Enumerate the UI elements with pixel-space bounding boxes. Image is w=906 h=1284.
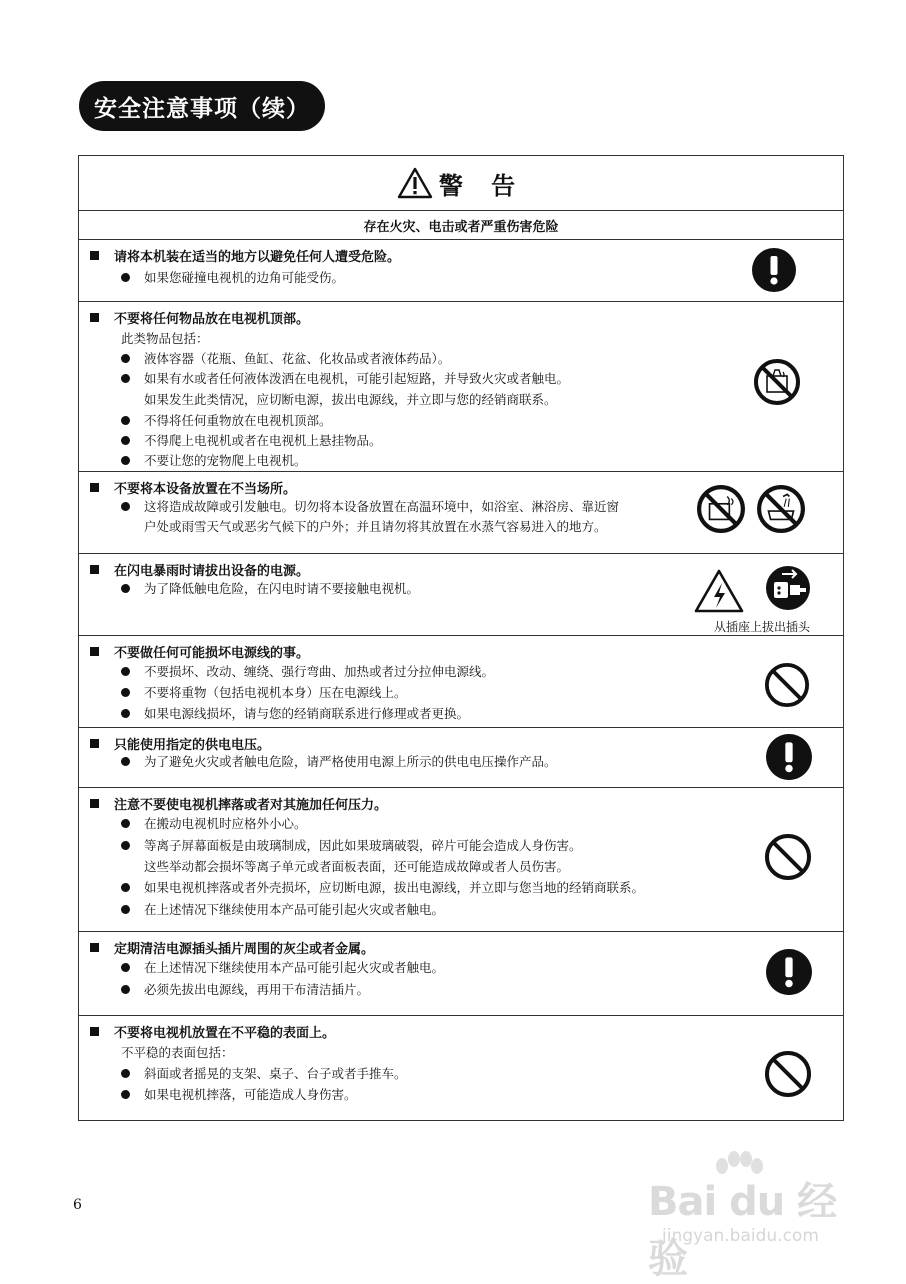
bullet-line: 在上述情况下继续使用本产品可能引起火灾或者触电。 [121,958,444,976]
bullet-line: 不得将任何重物放在电视机顶部。 [121,411,332,429]
no-bathroom-icon [756,484,806,534]
bullet-line: 必须先拔出电源线，再用干布清洁插片。 [121,980,369,998]
warning-triangle-icon [397,167,433,199]
warning-table [78,155,844,1121]
unplug-caption: 从插座上拔出插头 [714,620,811,634]
intro-line: 此类物品包括： [121,331,209,346]
bullet-line: 为了降低触电危险，在闪电时请不要接触电视机。 [121,579,419,597]
baidu-watermark [640,1150,860,1282]
text-line: 户处或雨雪天气或恶劣气候下的户外；并且请勿将其放置在水蒸气容易进入的地方。 [144,519,607,534]
bullet-line: 在搬动电视机时应格外小心。 [121,814,307,832]
mandatory-action-icon [765,948,813,996]
bullet-line: 不要损坏、改动、缠绕、强行弯曲、加热或者过分拉伸电源线。 [121,662,494,680]
prohibited-icon [764,833,812,881]
section-no-objects-on-top [79,302,843,472]
watermark-logo-text: Bai du 经验 [648,1179,837,1282]
section-title: 不要将电视机放置在不平稳的表面上。 [90,1022,335,1041]
text-line: 如果发生此类情况，应切断电源，拔出电源线，并立即与您的经销商联系。 [144,392,557,407]
warning-header [79,156,843,211]
bullet-line: 如果电源线损坏，请与您的经销商联系进行修理或者更换。 [121,704,469,722]
section-improper-location [79,472,843,554]
electric-shock-warning-icon [693,568,745,614]
section-voltage [79,728,843,788]
bullet-line: 液体容器（花瓶、鱼缸、花盆、化妆品或者液体药品）。 [121,349,450,367]
bullet-line: 如果有水或者任何液体泼洒在电视机，可能引起短路，并导致火灾或者触电。 [121,369,569,387]
section-title: 不要将任何物品放在电视机顶部。 [90,308,309,327]
bullet-line: 不要让您的宠物爬上电视机。 [121,451,307,469]
bullet-line: 为了避免火灾或者触电危险，请严格使用电源上所示的供电电压操作产品。 [121,752,557,770]
mandatory-action-icon [751,247,797,293]
section-title: 只能使用指定的供电电压。 [90,734,270,753]
warning-label: 警 告 [438,171,526,200]
section-title: 在闪电暴雨时请拔出设备的电源。 [90,560,309,579]
prohibited-icon [764,662,810,708]
no-moisture-icon [696,484,746,534]
section-lightning [79,554,843,636]
text-line: 这些举动都会损坏等离子单元或者面板表面，还可能造成故障或者人员伤害。 [144,859,570,874]
bullet-line: 不要将重物（包括电视机本身）压在电源线上。 [121,683,407,701]
bullet-line: 斜面或者摇晃的支架、桌子、台子或者手推车。 [121,1064,407,1082]
section-placement [79,240,843,302]
bullet-line: 这将造成故障或引发触电。切勿将本设备放置在高温环境中，如浴室、淋浴房、靠近窗 [121,497,619,515]
bullet-line: 不得爬上电视机或者在电视机上悬挂物品。 [121,431,382,449]
bullet-line: 如果电视机摔落或者外壳损坏，应切断电源，拔出电源线，并立即与您当地的经销商联系。 [121,878,644,896]
section-unstable-surface [79,1016,843,1120]
bullet-line: 如果您碰撞电视机的边角可能受伤。 [121,268,344,286]
warning-subtitle: 存在火灾、电击或者严重伤害危险 [79,211,843,240]
page-number: 6 [73,1197,82,1213]
prohibited-icon [764,1050,812,1098]
intro-line: 不平稳的表面包括： [121,1045,234,1060]
section-title: 注意不要使电视机摔落或者对其施加任何压力。 [90,794,387,813]
section-clean-plug [79,932,843,1016]
no-liquid-on-tv-icon [753,358,801,406]
bullet-line: 等离子屏幕面板是由玻璃制成，因此如果玻璃破裂，碎片可能会造成人身伤害。 [121,836,582,854]
section-power-cord [79,636,843,728]
unplug-icon [764,564,812,612]
bullet-line: 如果电视机摔落，可能造成人身伤害。 [121,1085,357,1103]
section-title: 请将本机装在适当的地方以避免任何人遭受危险。 [90,246,400,265]
bullet-line: 在上述情况下继续使用本产品可能引起火灾或者触电。 [121,900,444,918]
section-title: 不要做任何可能损坏电源线的事。 [90,642,309,661]
section-title: 不要将本设备放置在不当场所。 [90,478,296,497]
page-title: 安全注意事项（续） [79,81,325,131]
section-title: 定期清洁电源插头插片周围的灰尘或者金属。 [90,938,374,957]
watermark-url: jingyan.baidu.com [662,1226,819,1246]
section-drop-pressure [79,788,843,932]
mandatory-action-icon [765,733,813,781]
